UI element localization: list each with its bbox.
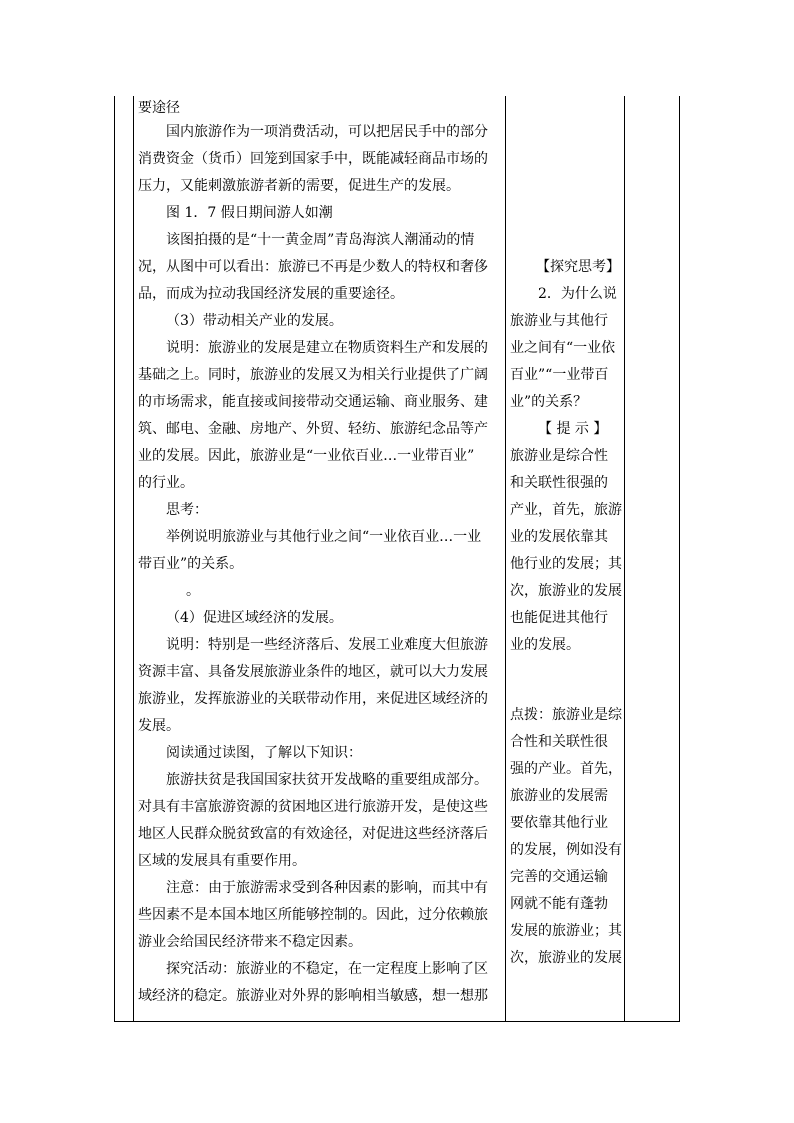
paragraph-line: 筑、邮电、金融、房地产、外贸、轻纺、旅游纪念品等产 (138, 421, 488, 437)
hint-text: 和关联性很强的 (510, 475, 608, 491)
lesson-table (114, 96, 680, 1022)
paragraph-line: 些因素不是本国本地区所能够控制的。因此，过分依赖旅 (138, 907, 488, 923)
tip-text: 次，旅游业的发展 (510, 950, 622, 966)
hint-text: 产业，首先，旅游 (510, 502, 622, 518)
section-heading-4: （4）促进区域经济的发展。 (166, 610, 343, 626)
paragraph-line: 注意：由于旅游需求受到各种因素的影响，而其中有 (166, 880, 488, 896)
inquiry-question: 业”的关系？ (510, 394, 588, 410)
table-divider-1 (133, 96, 134, 1022)
blank-answer-dot: 。 (186, 583, 200, 599)
paragraph-line: 游业会给国民经济带来不稳定因素。 (138, 934, 362, 950)
table-border-bottom (114, 1021, 680, 1022)
inquiry-question: 业之间有“一业依 (510, 340, 616, 356)
paragraph-line: 消费资金（货币）回笼到国家手中，既能减轻商品市场的 (138, 151, 488, 167)
hint-text: 次，旅游业的发展 (510, 583, 622, 599)
inquiry-label: 【探究思考】 (536, 259, 620, 275)
paragraph-line: 旅游业，发挥旅游业的关联带动作用，来促进区域经济的 (138, 691, 488, 707)
paragraph-line: 资源丰富、具备发展旅游业条件的地区，就可以大力发展 (138, 664, 488, 680)
table-border-right (679, 96, 680, 1022)
paragraph-line: 对具有丰富旅游资源的贫困地区进行旅游开发，是使这些 (138, 799, 488, 815)
tip-text: 的发展，例如没有 (510, 842, 622, 858)
table-divider-2 (505, 96, 506, 1022)
paragraph-line: 品，而成为拉动我国经济发展的重要途径。 (138, 286, 404, 302)
paragraph-line: 地区人民群众脱贫致富的有效途径，对促进这些经济落后 (138, 826, 488, 842)
paragraph-line: 探究活动：旅游业的不稳定，在一定程度上影响了区 (166, 961, 488, 977)
table-border-left (114, 96, 115, 1022)
inquiry-question: 百业”“一业带百 (510, 367, 609, 383)
tip-text: 旅游业的发展需 (510, 788, 608, 804)
table-divider-3 (624, 96, 625, 1022)
paragraph-line: 况，从图中可以看出：旅游已不再是少数人的特权和奢侈 (138, 259, 488, 275)
tip-text: 网就不能有蓬勃 (510, 896, 608, 912)
hint-text: 也能促进其他行 (510, 610, 608, 626)
tip-text: 点拨：旅游业是综 (510, 707, 622, 723)
paragraph-line: 基础之上。同时，旅游业的发展又为相关行业提供了广阔 (138, 367, 488, 383)
paragraph-line: 说明：旅游业的发展是建立在物质资料生产和发展的 (166, 340, 488, 356)
inquiry-question: 旅游业与其他行 (510, 313, 608, 329)
tip-text: 合性和关联性很 (510, 734, 608, 750)
think-label: 思考： (166, 502, 208, 518)
reading-intro: 阅读通过读图，了解以下知识： (166, 745, 362, 761)
hint-text: 旅游业是综合性 (510, 448, 608, 464)
section-heading-3: （3）带动相关产业的发展。 (166, 313, 343, 329)
think-text: 举例说明旅游业与其他行业之间“一业依百业…一业 (166, 529, 482, 545)
tip-text: 强的产业。首先， (510, 761, 622, 777)
tip-text: 发展的旅游业；其 (510, 923, 622, 939)
figure-caption: 图 1．7 假日期间游人如潮 (166, 205, 333, 221)
paragraph-tail: 要途径 (138, 100, 180, 116)
tip-text: 要依靠其他行业 (510, 815, 608, 831)
hint-text: 业的发展。 (510, 637, 580, 653)
hint-text: 业的发展依靠其 (510, 529, 608, 545)
paragraph-line: 的市场需求，能直接或间接带动交通运输、商业服务、建 (138, 394, 488, 410)
hint-text: 他行业的发展；其 (510, 556, 622, 572)
paragraph-line: 业的发展。因此，旅游业是“一业依百业…一业带百业” (138, 448, 475, 464)
paragraph-line: 压力，又能刺激旅游者新的需要，促进生产的发展。 (138, 178, 460, 194)
paragraph-line: 该图拍摄的是“十一黄金周”青岛海滨人潮涌动的情 (166, 232, 475, 248)
paragraph-line: 旅游扶贫是我国国家扶贫开发战略的重要组成部分。 (166, 772, 488, 788)
paragraph-line: 发展。 (138, 718, 180, 734)
paragraph-line: 的行业。 (138, 475, 194, 491)
paragraph-line: 区域的发展具有重要作用。 (138, 853, 306, 869)
hint-label: 【 提 示 】 (538, 421, 608, 437)
paragraph-line: 说明：特别是一些经济落后、发展工业难度大但旅游 (166, 637, 488, 653)
tip-text: 完善的交通运输 (510, 869, 608, 885)
paragraph-line: 国内旅游作为一项消费活动，可以把居民手中的部分 (166, 124, 488, 140)
think-text: 带百业”的关系。 (138, 556, 244, 572)
paragraph-line: 域经济的稳定。旅游业对外界的影响相当敏感，想一想那 (138, 988, 488, 1004)
inquiry-question: 2．为什么说 (538, 286, 617, 302)
